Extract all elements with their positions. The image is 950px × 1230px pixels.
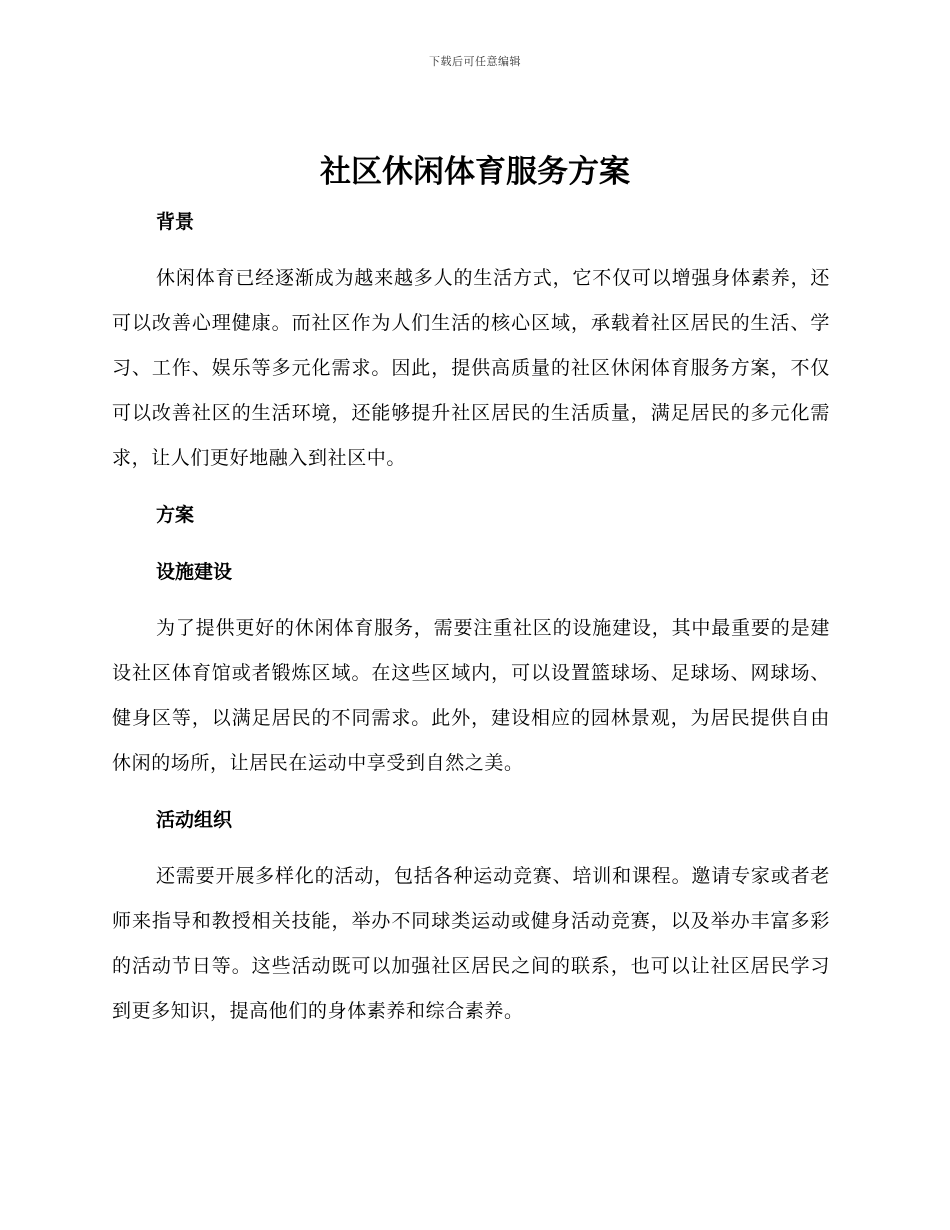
section-paragraph-facilities: 为了提供更好的休闲体育服务，需要注重社区的设施建设，其中最重要的是建设社区体育馆或者锻炼区域。在这些区域内，可以设置篮球场、足球场、网球场、健身区等，以满足居民的不同需求。此外，建设相应的园林景观，为居民提供自由休闲的场所，让居民在运动中享受到自然之美。 xyxy=(112,617,830,774)
document-body xyxy=(112,200,830,1034)
section-heading-facilities: 设施建设 xyxy=(156,561,233,583)
section-heading-plan: 方案 xyxy=(156,504,195,526)
section-heading-activities: 活动组织 xyxy=(156,809,233,831)
section-heading-background: 背景 xyxy=(156,211,195,233)
section-paragraph-activities: 还需要开展多样化的活动，包括各种运动竞赛、培训和课程。邀请专家或者老师来指导和教授相关技能，举办不同球类运动或健身活动竞赛，以及举办丰富多彩的活动节日等。这些活动既可以加强社区居民之间的联系，也可以让社区居民学习到更多知识，提高他们的身体素养和综合素养。 xyxy=(112,865,830,1022)
header-note: 下载后可任意编辑 xyxy=(429,55,521,68)
document-title: 社区休闲体育服务方案 xyxy=(320,154,630,190)
section-paragraph-background: 休闲体育已经逐渐成为越来越多人的生活方式，它不仅可以增强身体素养，还可以改善心理健康。而社区作为人们生活的核心区域，承载着社区居民的生活、学习、工作、娱乐等多元化需求。因此，提供高质量的社区休闲体育服务方案，不仅可以改善社区的生活环境，还能够提升社区居民的生活质量，满足居民的多元化需求，让人们更好地融入到社区中。 xyxy=(112,267,830,469)
